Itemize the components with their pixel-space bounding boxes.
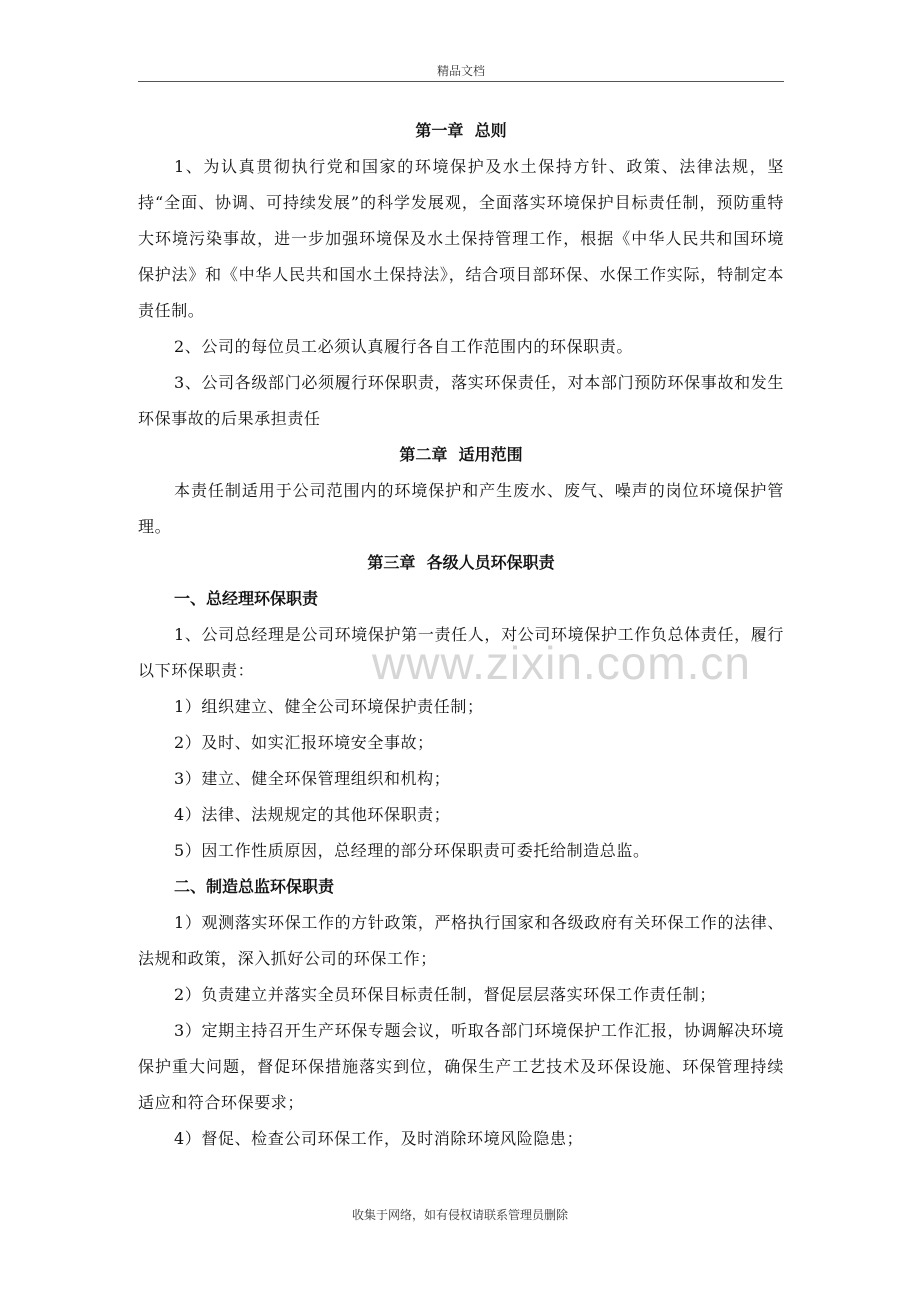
chapter-1-title: 第一章 总则: [415, 121, 507, 140]
chapter-2-paragraph-1: 本责任制适用于公司范围内的环境保护和产生废水、废气、噪声的岗位环境保护管理。: [138, 481, 784, 536]
section-1-item: 5）因工作性质原因，总经理的部分环保职责可委托给制造总监。: [174, 841, 650, 860]
chapter-2-title: 第二章 适用范围: [399, 445, 523, 464]
document-body: [138, 113, 784, 1157]
section-1-title: 一、总经理环保职责: [174, 589, 319, 608]
page-header: 精品文档: [436, 64, 485, 78]
section-1-item: 1）组织建立、健全公司环境保护责任制；: [174, 697, 484, 716]
section-1-item: 3）建立、健全环保管理组织和机构；: [174, 769, 451, 788]
section-2-item: 1）观测落实环保工作的方针政策，严格执行国家和各级政府有关环保工作的法律、法规和政策，深入抓好公司的环保工作；: [138, 913, 784, 968]
section-1-item: 4）法律、法规规定的其他环保职责；: [174, 805, 451, 824]
section-2-item: 3）定期主持召开生产环保专题会议，听取各部门环境保护工作汇报，协调解决环境保护重大问题，督促环保措施落实到位，确保生产工艺技术及环保设施、环保管理持续适应和符合环保要求；: [138, 1021, 784, 1112]
page-footer: 收集于网络，如有侵权请联系管理员删除: [351, 1208, 568, 1222]
section-1-intro: 1、公司总经理是公司环境保护第一责任人，对公司环境保护工作负总体责任，履行以下环保职责：: [138, 625, 784, 680]
section-2-title: 二、制造总监环保职责: [174, 877, 335, 896]
chapter-1-paragraph-2: 2、公司的每位员工必须认真履行各自工作范围内的环保职责。: [174, 337, 633, 356]
section-2-item: 4）督促、检查公司环保工作，及时消除环境风险隐患；: [174, 1129, 584, 1148]
section-2-item: 2）负责建立并落实全员环保目标责任制，督促层层落实环保工作责任制；: [174, 985, 716, 1004]
chapter-1-paragraph-1: 1、为认真贯彻执行党和国家的环境保护及水土保持方针、政策、法律法规，坚持“全面、协调、可持续发展”的科学发展观，全面落实环境保护目标责任制，预防重特大环境污染事故，进一步加强环境保及水土保持管理工作，根据《中华人民共和国环境保护法》和《中华人民共和国水土保持法》，结合项目部环保、水保工作实际，特制定本责任制。: [138, 157, 784, 320]
watermark: www.zixin.com.cn: [372, 637, 751, 689]
header-divider: [138, 81, 784, 82]
chapter-1-paragraph-3: 3、公司各级部门必须履行环保职责，落实环保责任，对本部门预防环保事故和发生环保事故的后果承担责任: [138, 373, 784, 428]
section-1-item: 2）及时、如实汇报环境安全事故；: [174, 733, 434, 752]
chapter-3-title: 第三章 各级人员环保职责: [367, 553, 555, 572]
